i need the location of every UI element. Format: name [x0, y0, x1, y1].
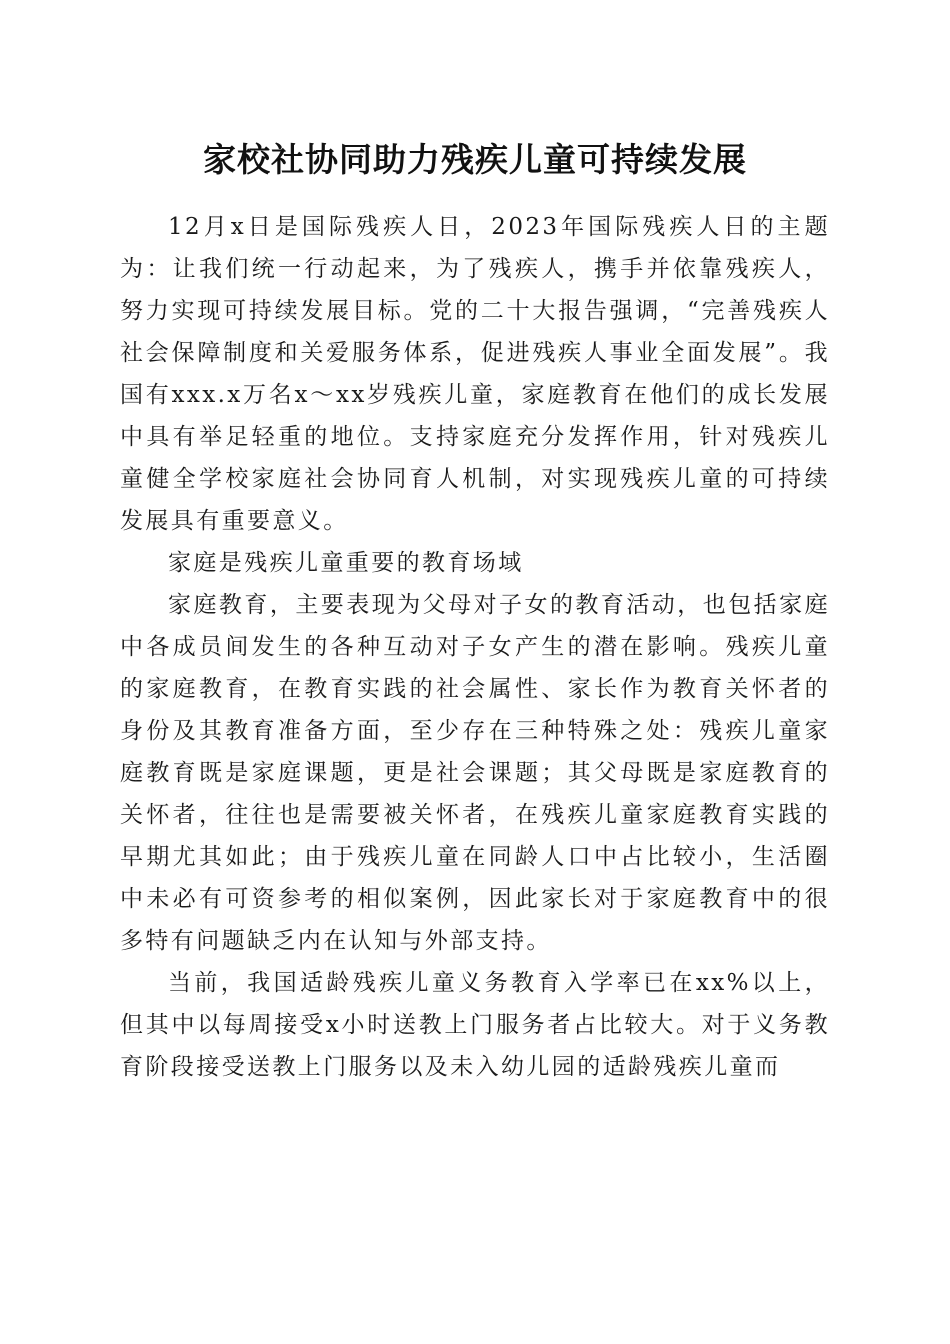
- document-title: 家校社协同助力残疾儿童可持续发展: [203, 140, 747, 179]
- paragraph-family-education: 家庭教育，主要表现为父母对子女的教育活动，也包括家庭中各成员间发生的各种互动对子女产生的潜在影响。残疾儿童的家庭教育，在教育实践的社会属性、家长作为教育关怀者的身份及其教育准备方面，至少存在三种特殊之处：残疾儿童家庭教育既是家庭课题，更是社会课题；其父母既是家庭教育的关怀者，往往也是需要被关怀者，在残疾儿童家庭教育实践的早期尤其如此；由于残疾儿童在同龄人口中占比较小，生活圈中未必有可资参考的相似案例，因此家长对于家庭教育中的很多特有问题缺乏内在认知与外部支持。: [120, 592, 830, 954]
- paragraph-intro: 12月x日是国际残疾人日，2023年国际残疾人日的主题为：让我们统一行动起来，为了残疾人，携手并依靠残疾人，努力实现可持续发展目标。党的二十大报告强调，“完善残疾人社会保障制度和关爱服务体系，促进残疾人事业全面发展”。我国有xxx.x万名x～xx岁残疾儿童，家庭教育在他们的成长发展中具有举足轻重的地位。支持家庭充分发挥作用，针对残疾儿童健全学校家庭社会协同育人机制，对实现残疾儿童的可持续发展具有重要意义。: [120, 214, 830, 534]
- section-heading: 家庭是残疾儿童重要的教育场域: [168, 550, 524, 576]
- paragraph-current-situation: 当前，我国适龄残疾儿童义务教育入学率已在xx%以上，但其中以每周接受x小时送教上门服务者占比较大。对于义务教育阶段接受送教上门服务以及未入幼儿园的适龄残疾儿童而: [120, 970, 830, 1080]
- document-body: [120, 206, 830, 1088]
